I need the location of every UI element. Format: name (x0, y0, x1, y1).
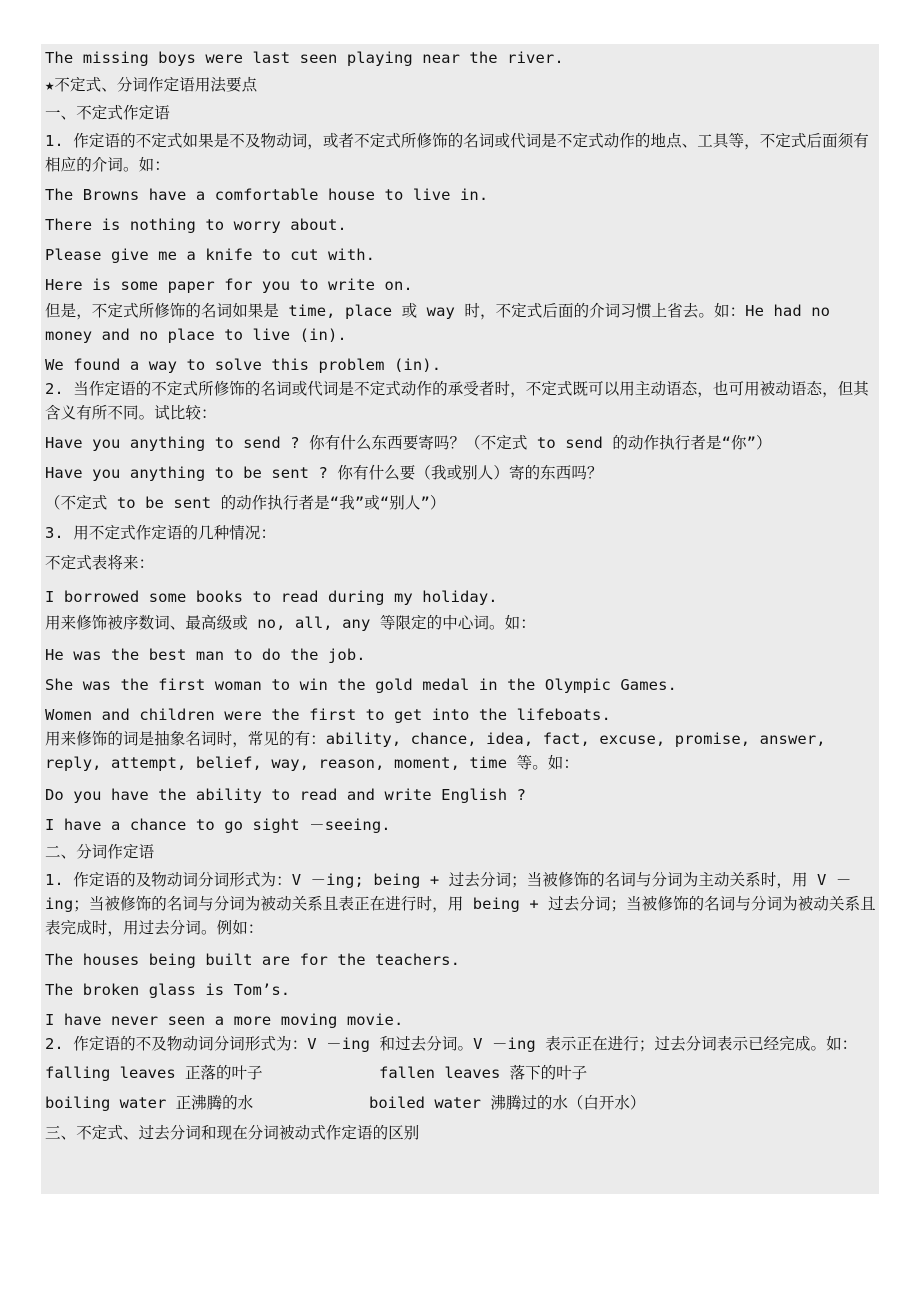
example-left: falling leaves 正落的叶子 (45, 1064, 263, 1082)
rule-paragraph: 2. 当作定语的不定式所修饰的名词或代词是不定式动作的承受者时，不定式既可以用主动语态，也可用被动语态，但其含义有所不同。试比较： (45, 380, 869, 422)
rule-heading: 不定式表将来： (45, 554, 155, 572)
heading-infinitive: 一、不定式作定语 (45, 104, 170, 122)
example-sentence: The broken glass is Tom’s. (45, 981, 291, 999)
example-sentence: I have a chance to go sight －seeing. (45, 816, 391, 834)
example-sentence: Here is some paper for you to write on. (45, 276, 413, 294)
rule-paragraph: 但是，不定式所修饰的名词如果是 time, place 或 way 时，不定式后面的介词习惯上省去。如：He had no money and no place to live (in). (45, 302, 831, 344)
example-pair (44, 1061, 878, 1085)
example-sentence: There is nothing to worry about. (45, 216, 347, 234)
example-sentence: Please give me a knife to cut with. (45, 246, 376, 264)
document-body (44, 46, 878, 1145)
example-sentence: Do you have the ability to read and write English ? (45, 786, 527, 804)
example-note: （不定式 to be sent 的动作执行者是“我”或“别人”） (45, 494, 446, 512)
rule-paragraph: 用来修饰的词是抽象名词时，常见的有：ability, chance, idea, fact, excuse, promise, answer, reply, attempt, belief, way, reason, moment, time 等。如： (45, 730, 826, 772)
example-sentence: Have you anything to send ? 你有什么东西要寄吗？（不定式 to send 的动作执行者是“你”） (45, 434, 772, 452)
example-pair (44, 1091, 878, 1115)
rule-heading: 用来修饰被序数词、最高级或 no, all, any 等限定的中心词。如： (45, 614, 536, 632)
example-sentence: He was the best man to do the job. (45, 646, 366, 664)
example-right: boiled water 沸腾过的水（白开水） (369, 1094, 646, 1112)
example-sentence: She was the first woman to win the gold medal in the Olympic Games. (45, 676, 677, 694)
rule-paragraph: 2. 作定语的不及物动词分词形式为：V －ing 和过去分词。V －ing 表示正在进行；过去分词表示已经完成。如： (45, 1035, 858, 1053)
rule-paragraph: 1. 作定语的及物动词分词形式为：V －ing; being + 过去分词；当被修饰的名词与分词为主动关系时，用 V －ing；当被修饰的名词与分词为被动关系且表正在进行时，用 being + 过去分词；当被修饰的名词与分词为被动关系且表完成时，用过去分词。例如： (45, 871, 876, 937)
heading-participle: 二、分词作定语 (45, 843, 155, 861)
example-sentence: The Browns have a comfortable house to live in. (45, 186, 489, 204)
example-sentence: I borrowed some books to read during my holiday. (45, 588, 498, 606)
rule-paragraph: 1. 作定语的不定式如果是不及物动词，或者不定式所修饰的名词或代词是不定式动作的地点、工具等，不定式后面须有相应的介词。如： (45, 132, 869, 174)
example-sentence: The missing boys were last seen playing near the river. (45, 49, 564, 67)
heading-comparison: 三、不定式、过去分词和现在分词被动式作定语的区别 (45, 1124, 420, 1142)
example-sentence: We found a way to solve this problem (in). (45, 356, 442, 374)
example-sentence: I have never seen a more moving movie. (45, 1011, 404, 1029)
example-left: boiling water 正沸腾的水 (45, 1094, 254, 1112)
example-right: fallen leaves 落下的叶子 (379, 1064, 588, 1082)
rule-heading: 3. 用不定式作定语的几种情况： (45, 524, 277, 542)
example-sentence: The houses being built are for the teachers. (45, 951, 460, 969)
example-sentence: Women and children were the first to get into the lifeboats. (45, 706, 611, 724)
example-sentence: Have you anything to be sent ? 你有什么要（我或别人）寄的东西吗？ (45, 464, 603, 482)
section-title: ★不定式、分词作定语用法要点 (45, 76, 258, 94)
